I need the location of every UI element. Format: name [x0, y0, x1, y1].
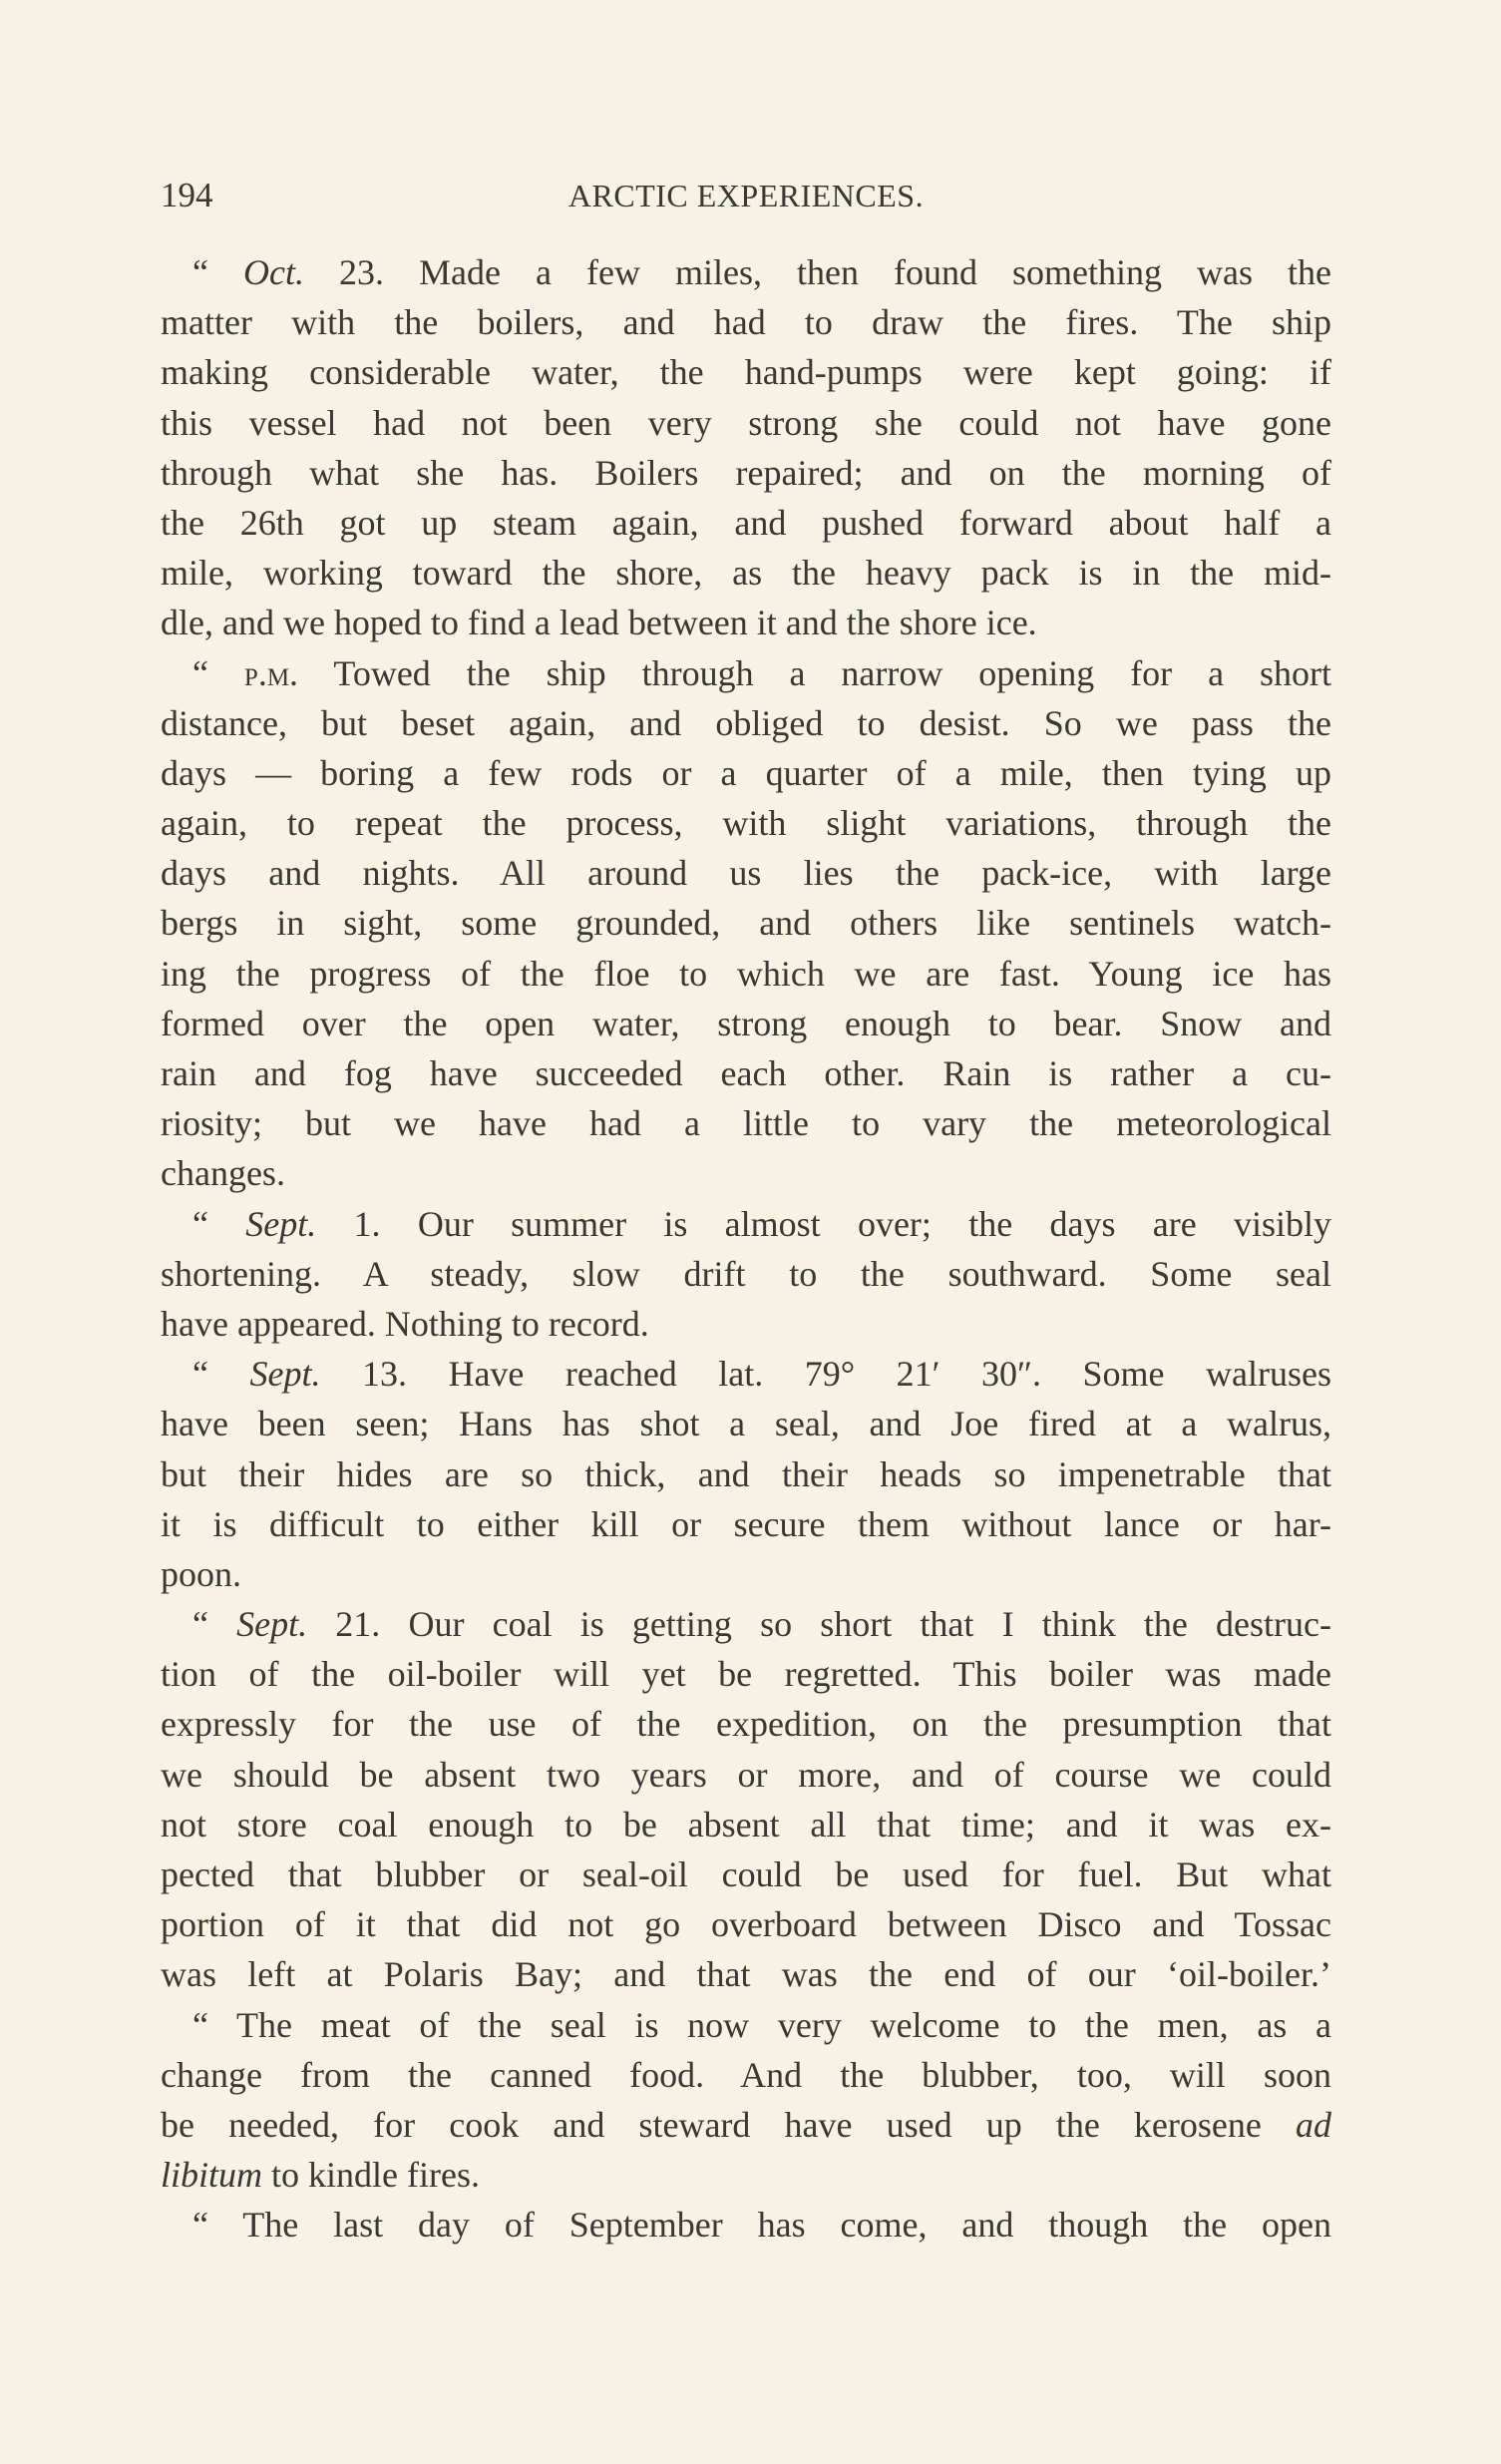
text-segment: poon.: [161, 1553, 241, 1594]
text-segment: portion of it that did not go overboard between Disco and Tossac: [161, 1904, 1331, 1945]
text-line: [161, 247, 1331, 297]
text-segment: Towed the ship through a narrow opening for a short: [298, 652, 1331, 693]
text-segment: 1. Our summer is almost over; the days are visibly: [316, 1203, 1331, 1244]
text-line: [161, 2050, 1331, 2100]
text-segment: 21. Our coal is getting so short that I think the destruc-: [307, 1604, 1331, 1645]
text-segment: dle, and we hoped to find a lead between it and the shore ice.: [161, 603, 1037, 643]
text-segment: change from the canned food. And the blubber, too, will soon: [161, 2054, 1331, 2095]
text-line: [161, 2000, 1331, 2050]
italic-text: libitum: [161, 2155, 263, 2196]
body-text: [161, 247, 1331, 2251]
text-segment: the 26th got up steam again, and pushed forward about half a: [161, 502, 1331, 543]
text-line: [161, 297, 1331, 347]
text-line: [161, 1499, 1331, 1549]
text-segment: “: [192, 1604, 237, 1645]
text-segment: tion of the oil-boiler will yet be regretted. This boiler was made: [161, 1654, 1331, 1695]
text-segment: have been seen; Hans has shot a seal, and Joe fired at a walrus,: [161, 1404, 1331, 1444]
text-segment: this vessel had not been very strong she could not have gone: [161, 402, 1331, 443]
text-line: [161, 1849, 1331, 1899]
text-segment: days — boring a few rods or a quarter of a mile, then tying up: [161, 752, 1331, 793]
text-segment: ing the progress of the floe to which we are fast. Young ice has: [161, 953, 1331, 994]
text-segment: mile, working toward the shore, as the heavy pack is in the mid-: [161, 553, 1331, 594]
text-segment: 13. Have reached lat. 79° 21′ 30″. Some walruses: [320, 1354, 1331, 1395]
text-line: [161, 598, 1331, 647]
text-line: [161, 347, 1331, 397]
text-segment: be needed, for cook and steward have used up the kerosene: [161, 2104, 1296, 2145]
text-line: [161, 1349, 1331, 1399]
text-segment: have appeared. Nothing to record.: [161, 1303, 649, 1344]
text-segment: “ The meat of the seal is now very welcome to the men, as a: [192, 2004, 1331, 2045]
text-segment: p.m.: [243, 652, 299, 693]
text-line: [161, 898, 1331, 948]
text-line: [161, 1098, 1331, 1148]
text-line: [161, 999, 1331, 1048]
text-line: [161, 1699, 1331, 1749]
text-segment: days and nights. All around us lies the pack-ice, with large: [161, 853, 1331, 894]
text-segment: expressly for the use of the expedition, on the presumption that: [161, 1704, 1331, 1745]
italic-text: Oct.: [243, 252, 304, 292]
text-line: [161, 1399, 1331, 1448]
text-line: [161, 698, 1331, 748]
text-line: [161, 2100, 1331, 2150]
text-segment: through what she has. Boilers repaired; and on the morning of: [161, 452, 1331, 493]
text-line: [161, 1599, 1331, 1649]
text-segment: pected that blubber or seal-oil could be used for fuel. But what: [161, 1854, 1331, 1894]
text-segment: matter with the boilers, and had to draw the fires. The ship: [161, 302, 1331, 343]
text-line: [161, 1249, 1331, 1299]
text-line: [161, 448, 1331, 498]
text-line: [161, 748, 1331, 798]
text-line: [161, 1199, 1331, 1249]
text-line: [161, 648, 1331, 698]
text-segment: “: [192, 1203, 246, 1244]
text-segment: “ The last day of September has come, and though the open: [192, 2205, 1331, 2246]
running-header: [161, 176, 1331, 219]
text-segment: we should be absent two years or more, and of course we could: [161, 1754, 1331, 1795]
text-line: [161, 1899, 1331, 1949]
text-segment: distance, but beset again, and obliged to desist. So we pass the: [161, 702, 1331, 743]
text-line: [161, 848, 1331, 898]
text-line: [161, 1649, 1331, 1699]
text-segment: but their hides are so thick, and their heads so impenetrable that: [161, 1453, 1331, 1494]
text-segment: 23. Made a few miles, then found something was the: [303, 252, 1331, 292]
text-line: [161, 1750, 1331, 1800]
text-line: [161, 1800, 1331, 1849]
text-segment: rain and fog have succeeded each other. Rain is rather a cu-: [161, 1053, 1331, 1093]
italic-text: ad: [1296, 2104, 1331, 2145]
text-line: [161, 1949, 1331, 1999]
text-line: [161, 1549, 1331, 1599]
text-segment: “: [192, 652, 244, 693]
text-segment: to kindle fires.: [262, 2155, 480, 2196]
text-line: [161, 1449, 1331, 1499]
text-segment: riosity; but we have had a little to vary the meteorological: [161, 1103, 1331, 1144]
text-segment: it is difficult to either kill or secure them without lance or har-: [161, 1503, 1331, 1544]
text-line: [161, 1048, 1331, 1098]
italic-text: Sept.: [249, 1354, 321, 1395]
text-line: [161, 548, 1331, 598]
text-line: [161, 2200, 1331, 2250]
text-line: [161, 1148, 1331, 1198]
text-segment: again, to repeat the process, with slight variations, through the: [161, 803, 1331, 844]
text-segment: shortening. A steady, slow drift to the southward. Some seal: [161, 1253, 1331, 1294]
text-segment: formed over the open water, strong enough to bear. Snow and: [161, 1003, 1331, 1043]
page-number: 194: [161, 176, 213, 214]
italic-text: Sept.: [236, 1604, 308, 1645]
text-segment: bergs in sight, some grounded, and others like sentinels watch-: [161, 903, 1331, 944]
text-line: [161, 498, 1331, 548]
text-line: [161, 798, 1331, 848]
text-segment: “: [192, 1354, 250, 1395]
text-line: [161, 949, 1331, 999]
running-head-title: ARCTIC EXPERIENCES.: [567, 178, 925, 213]
text-segment: “: [192, 252, 243, 292]
text-segment: was left at Polaris Bay; and that was the end of our ‘oil-boiler.’: [161, 1954, 1331, 1995]
text-line: [161, 398, 1331, 448]
text-segment: making considerable water, the hand-pumps were kept going: if: [161, 352, 1331, 393]
text-segment: changes.: [161, 1153, 285, 1194]
text-segment: not store coal enough to be absent all that time; and it was ex-: [161, 1804, 1331, 1845]
text-line: [161, 2150, 1331, 2200]
text-line: [161, 1299, 1331, 1349]
italic-text: Sept.: [245, 1203, 317, 1244]
